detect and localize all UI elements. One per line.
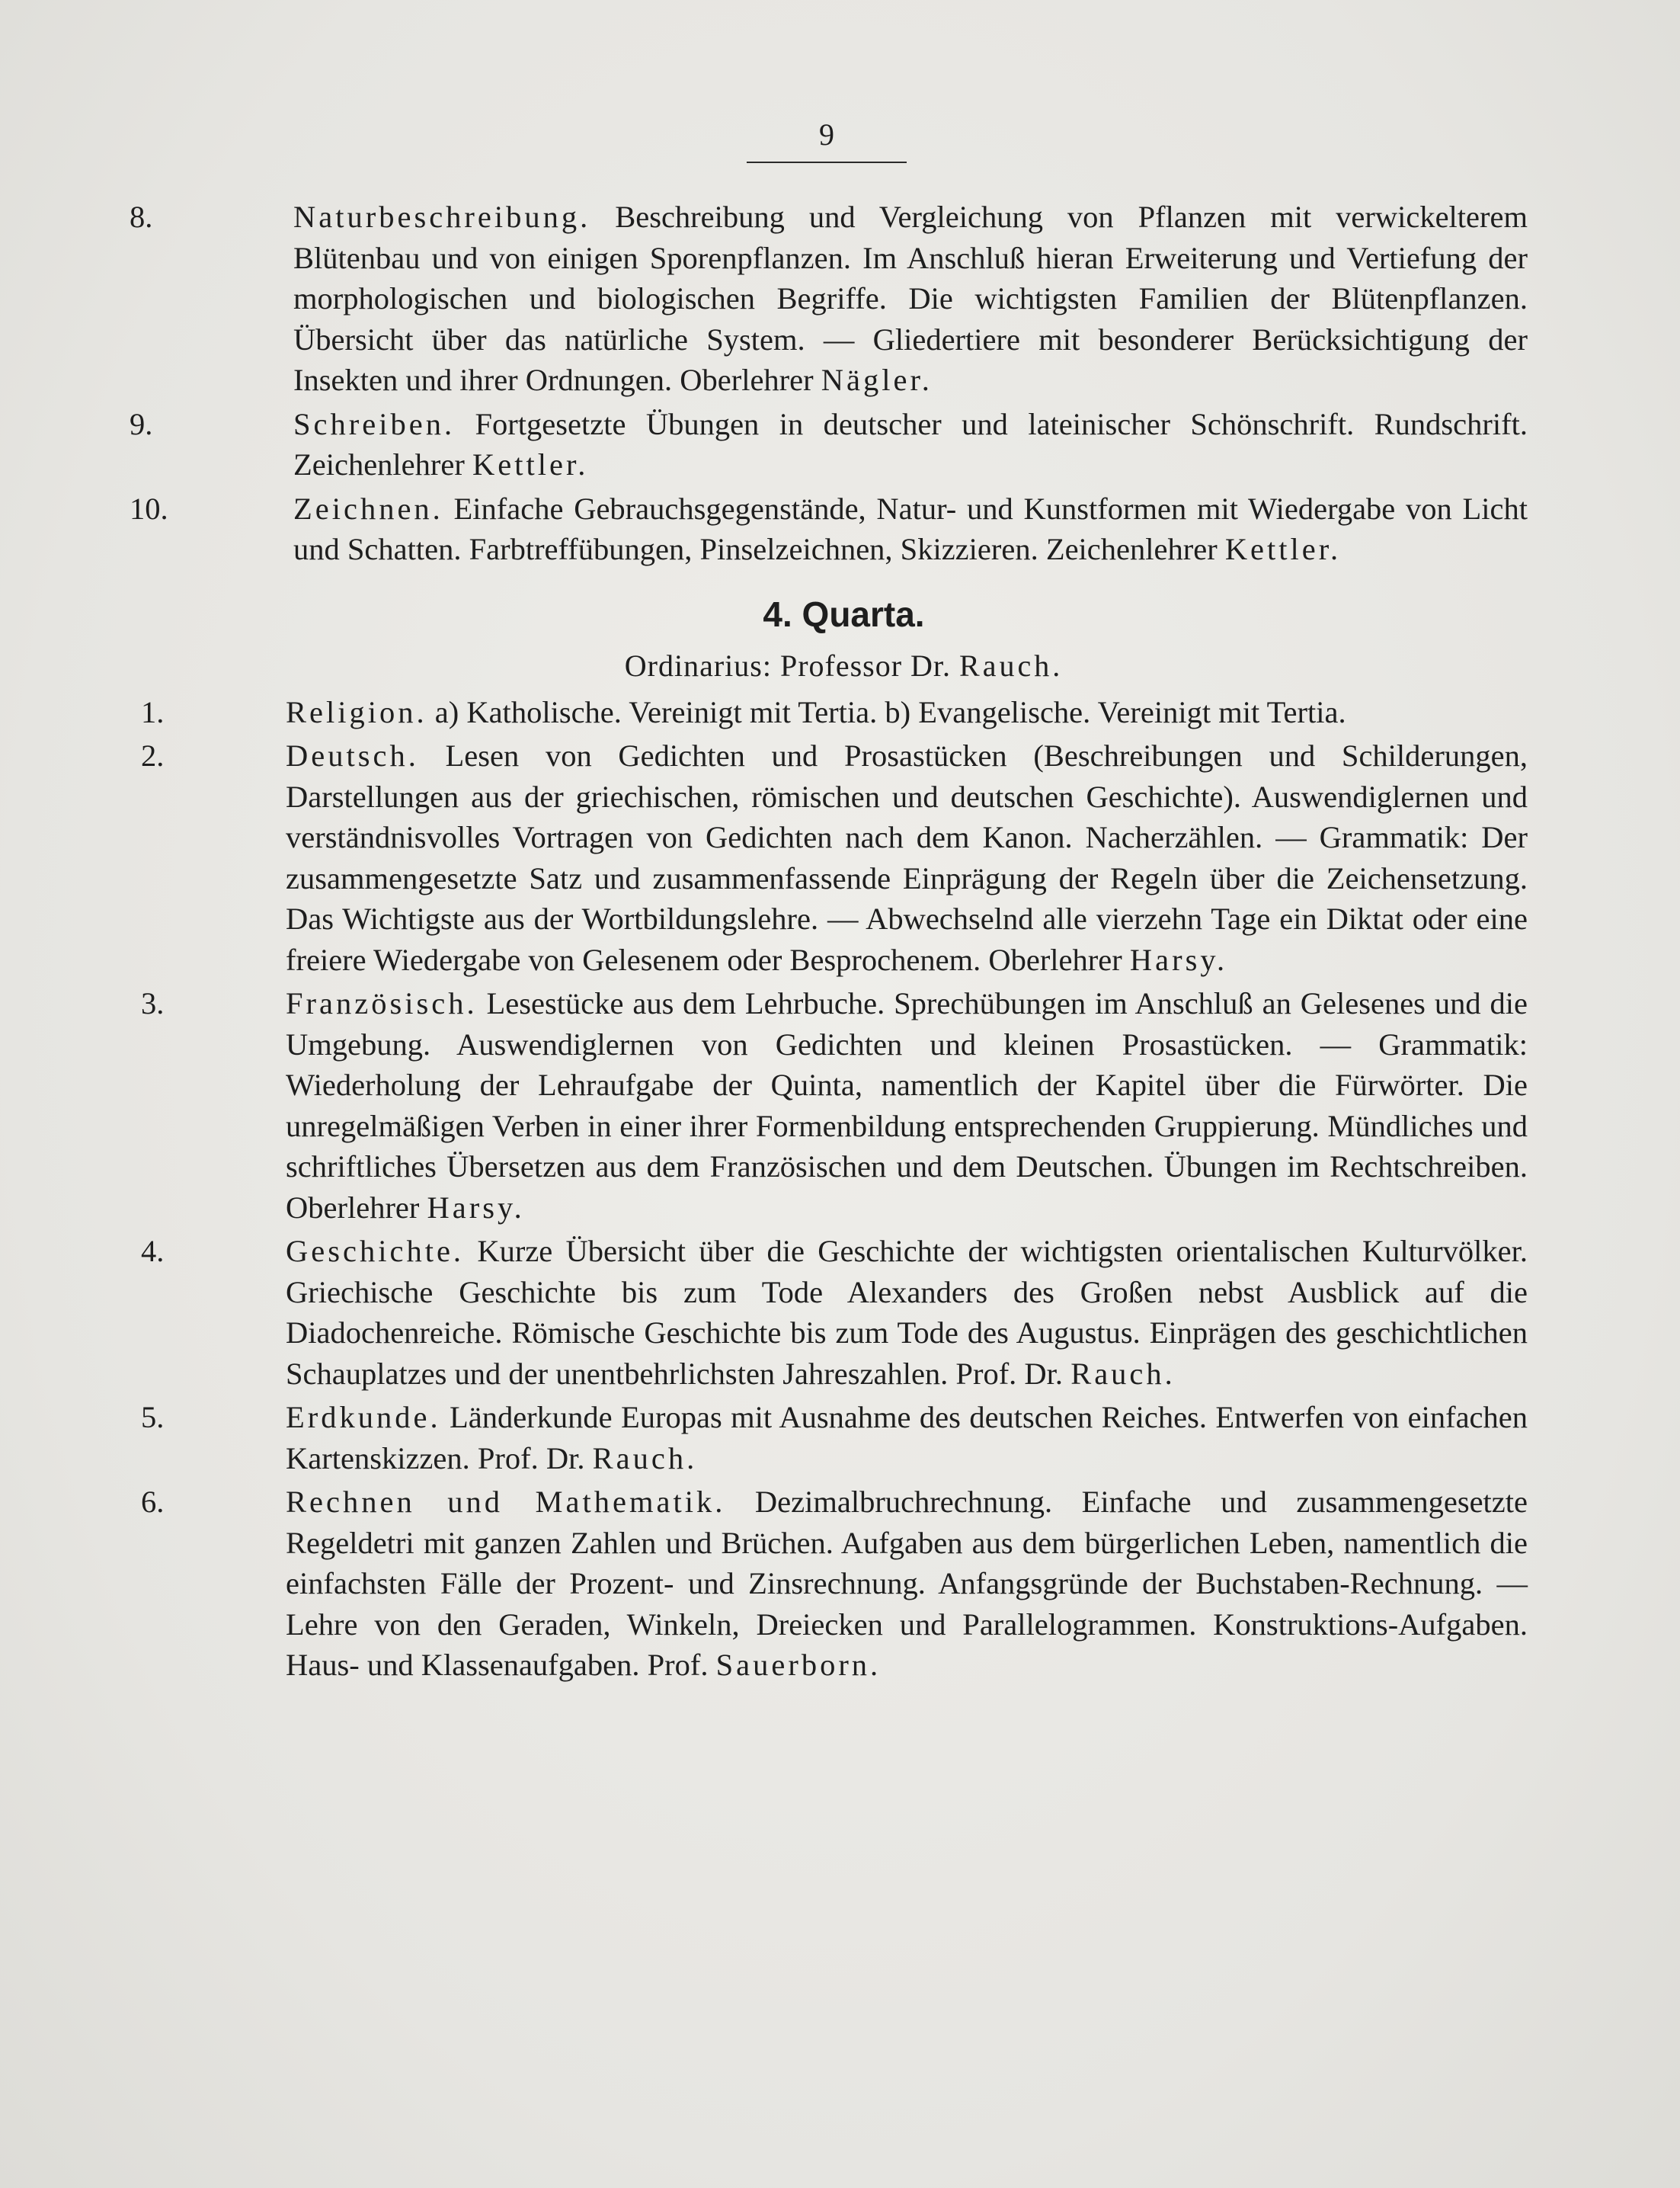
item-text [286, 1397, 1528, 1478]
item-body: Kurze Übersicht über die Geschichte der wichtigsten orientalischen Kulturvölker. Griechische Geschichte bis zum Tode Alexanders des Großen nebst Ausblick auf die Diadochenreiche. Römische Geschichte bis zum Tode des Augustus. Einprägen des geschichtlichen Schauplatzes und der unentbehrlichsten Jahreszahlen. Prof. Dr. [286, 1234, 1528, 1391]
teacher-name: Kettler. [472, 447, 589, 482]
teacher-name: Harsy. [1129, 942, 1228, 977]
page-content [0, 197, 1680, 1689]
item-text [286, 983, 1528, 1228]
item-text [286, 1482, 1528, 1686]
list-item: 4. Geschichte. Kurze Übersicht über die Geschichte der wichtigsten orientalischen Kulturvölker. Griechische Geschichte bis zum Tode Alexanders des Großen nebst Ausblick auf die Diadochenreiche. Römische Geschichte bis zum Tode des Augustus. Einprägen des geschichtlichen Schauplatzes und der unentbehrlichsten Jahreszahlen. Prof. Dr. Rauch. [286, 1231, 1528, 1394]
teacher-name: Nägler. [821, 363, 933, 397]
item-heading: Erdkunde. [286, 1400, 441, 1434]
page-number: 9 [819, 117, 834, 152]
item-heading: Schreiben. [293, 406, 456, 441]
item-text [286, 735, 1528, 980]
item-text [293, 197, 1528, 401]
ordinarius-line [0, 645, 1680, 687]
item-heading: Zeichnen. [293, 491, 443, 526]
list-item: 6. Rechnen und Mathematik. Dezimalbruchrechnung. Einfache und zusammengesetzte Regeldetri mit ganzen Zahlen und Brüchen. Aufgaben aus dem bürgerlichen Leben, namentlich die einfachsten Fälle der Prozent- und Zinsrechnung. Anfangsgründe der Buchstaben-Rechnung. — Lehre von den Geraden, Winkeln, Dreiecken und Parallelogrammen. Konstruktions-Aufgaben. Haus- und Klassenaufgaben. Prof. Sauerborn. [286, 1482, 1528, 1686]
item-text [286, 692, 1528, 733]
item-heading: Naturbeschreibung. [293, 200, 591, 234]
item-body: Länderkunde Europas mit Ausnahme des deutschen Reiches. Entwerfen von einfachen Kartenskizzen. Prof. Dr. [286, 1400, 1528, 1475]
teacher-name: Sauerborn. [715, 1648, 882, 1682]
subject-list [0, 692, 1680, 1686]
item-body: Einfache Gebrauchsgegenstände, Natur- und Kunstformen mit Wiedergabe von Licht und Schatten. Farbtreffübungen, Pinselzeichnen, Skizzieren. Zeichenlehrer [293, 491, 1528, 566]
item-body: Beschreibung und Vergleichung von Pflanzen mit verwickelterem Blütenbau und von einigen Sporenpflanzen. Im Anschluß hieran Erweiterung und Vertiefung der morphologischen und biologischen Begriffe. Die wichtigsten Familien der Blütenpflanzen. Übersicht über das natürliche System. — Gliedertiere mit besonderer Berücksichtigung der Insekten und ihrer Ordnungen. Oberlehrer [293, 200, 1528, 397]
item-heading: Deutsch. [286, 738, 419, 773]
teacher-name: Kettler. [1224, 532, 1342, 566]
item-heading: Geschichte. [286, 1234, 465, 1268]
item-text [293, 489, 1528, 570]
ordinarius-name: Rauch. [959, 648, 1064, 683]
previous-section-continuation [0, 197, 1680, 570]
page-number-rule [747, 162, 907, 163]
item-body: a) Katholische. Vereinigt mit Tertia. b) Evangelische. Vereinigt mit Tertia. [434, 694, 1346, 729]
list-item: 5. Erdkunde. Länderkunde Europas mit Ausnahme des deutschen Reiches. Entwerfen von einfachen Kartenskizzen. Prof. Dr. Rauch. [286, 1397, 1528, 1478]
teacher-name: Harsy. [427, 1190, 525, 1225]
list-item: 8. Naturbeschreibung. Beschreibung und Vergleichung von Pflanzen mit verwickelterem Blütenbau und von einigen Sporenpflanzen. Im Anschluß hieran Erweiterung und Vertiefung der morphologischen und biologischen Begriffe. Die wichtigsten Familien der Blütenpflanzen. Übersicht über das natürliche System. — Gliedertiere mit besonderer Berücksichtigung der Insekten und ihrer Ordnungen. Oberlehrer Nägler. [293, 197, 1528, 401]
teacher-name: Rauch. [1070, 1356, 1176, 1391]
item-text [293, 404, 1528, 485]
list-item: 2. Deutsch. Lesen von Gedichten und Prosastücken (Beschreibungen und Schilderungen, Darstellungen aus der griechischen, römischen und deutschen Geschichte). Auswendiglernen und verständnisvolles Vortragen von Gedichten nach dem Kanon. Nacherzählen. — Grammatik: Der zusammengesetzte Satz und zusammenfassende Einprägung der Regeln über die Zeichensetzung. Das Wichtigste aus der Wortbildungslehre. — Abwechselnd alle vierzehn Tage ein Diktat oder eine freiere Wiedergabe von Gelesenem oder Besprochenem. Oberlehrer Harsy. [286, 735, 1528, 980]
section-title: 4. Quarta. [763, 594, 925, 634]
teacher-name: Rauch. [592, 1440, 698, 1475]
item-body: Fortgesetzte Übungen in deutscher und lateinischer Schönschrift. Rundschrift. Zeichenlehrer [293, 406, 1528, 482]
ordinarius-label: Ordinarius: Professor Dr. [624, 648, 952, 683]
item-heading: Französisch. [286, 986, 478, 1020]
item-body: Lesestücke aus dem Lehrbuche. Sprechübungen im Anschluß an Gelesenes und die Umgebung. Auswendiglernen von Gedichten und kleinen Prosastücken. — Grammatik: Wiederholung der Lehraufgabe der Quinta, namentlich der Kapitel über die Fürwörter. Die unregelmäßigen Verben in einer ihrer Formenbildung entsprechenden Gruppierung. Mündliches und schriftliches Übersetzen aus dem Französischen und dem Deutschen. Übungen im Rechtschreiben. Oberlehrer [286, 986, 1528, 1225]
item-heading: Rechnen und Mathematik. [286, 1485, 726, 1519]
item-heading: Religion. [286, 694, 427, 729]
list-item: 3. Französisch. Lesestücke aus dem Lehrbuche. Sprechübungen im Anschluß an Gelesenes und die Umgebung. Auswendiglernen von Gedichten und kleinen Prosastücken. — Grammatik: Wiederholung der Lehraufgabe der Quinta, namentlich der Kapitel über die Fürwörter. Die unregelmäßigen Verben in einer ihrer Formenbildung entsprechenden Gruppierung. Mündliches und schriftliches Übersetzen aus dem Französischen und dem Deutschen. Übungen im Rechtschreiben. Oberlehrer Harsy. [286, 983, 1528, 1228]
list-item: 1. Religion. a) Katholische. Vereinigt mit Tertia. b) Evangelische. Vereinigt mit Tertia. [286, 692, 1528, 733]
item-body: Lesen von Gedichten und Prosastücken (Beschreibungen und Schilderungen, Darstellungen aus der griechischen, römischen und deutschen Geschichte). Auswendiglernen und verständnisvolles Vortragen von Gedichten nach dem Kanon. Nacherzählen. — Grammatik: Der zusammengesetzte Satz und zusammenfassende Einprägung der Regeln über die Zeichensetzung. Das Wichtigste aus der Wortbildungslehre. — Abwechselnd alle vierzehn Tage ein Diktat oder eine freiere Wiedergabe von Gelesenem oder Besprochenem. Oberlehrer [286, 738, 1528, 977]
list-item: 10. Zeichnen. Einfache Gebrauchsgegenstände, Natur- und Kunstformen mit Wiedergabe von Licht und Schatten. Farbtreffübungen, Pinselzeichnen, Skizzieren. Zeichenlehrer Kettler. [293, 489, 1528, 570]
item-text [286, 1231, 1528, 1394]
list-item: 9. Schreiben. Fortgesetzte Übungen in deutscher und lateinischer Schönschrift. Rundschrift. Zeichenlehrer Kettler. [293, 404, 1528, 485]
item-body: Dezimalbruchrechnung. Einfache und zusammengesetzte Regeldetri mit ganzen Zahlen und Brüchen. Aufgaben aus dem bürgerlichen Leben, namentlich die einfachsten Fälle der Prozent- und Zinsrechnung. Anfangsgründe der Buchstaben-Rechnung. — Lehre von den Geraden, Winkeln, Dreiecken und Parallelogrammen. Konstruktions-Aufgaben. Haus- und Klassenaufgaben. Prof. [286, 1485, 1528, 1682]
